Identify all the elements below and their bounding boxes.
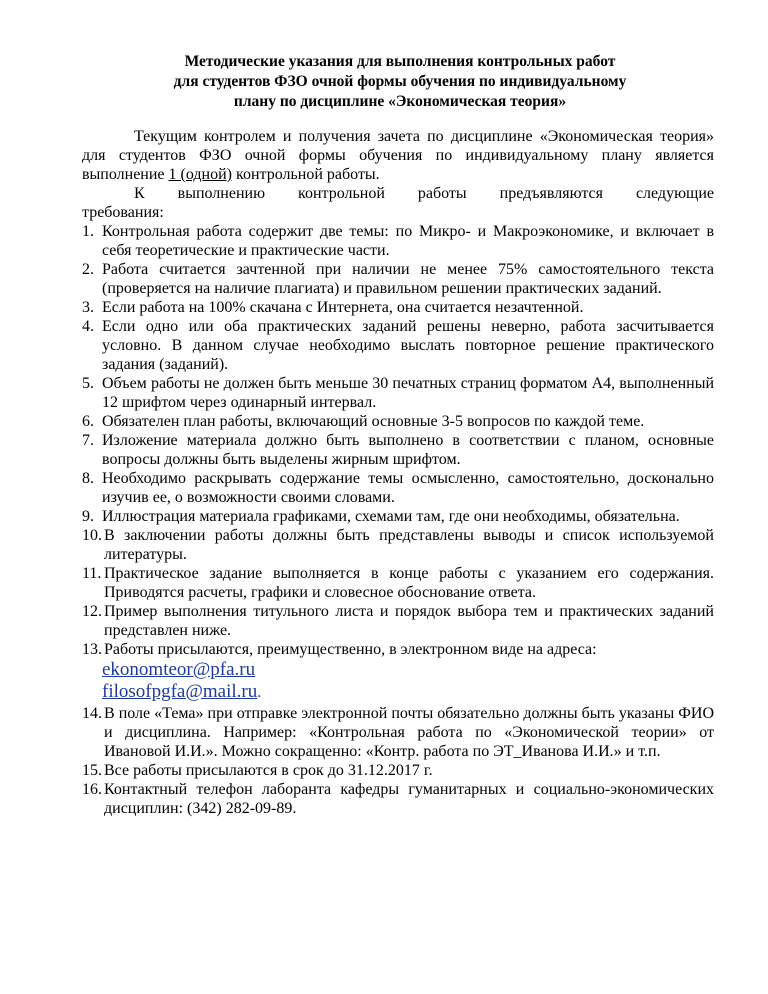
list-item-number: 1.	[82, 223, 94, 240]
list-item-text: Объем работы не должен быть меньше 30 печатных страниц форматом А4, выполненный 12 шрифтом через одинарный интервал.	[102, 375, 714, 411]
intro-text-before: Текущим контролем и получения зачета по дисциплине «Экономическая теория» для студентов ФЗО очной формы обучения по индивидуальному плану является выполнение	[82, 128, 714, 183]
list-item-text: Работа считается зачтенной при наличии не менее 75% самостоятельного текста (проверяется на наличие плагиата) и правильном решении практических заданий.	[102, 261, 714, 297]
email-line-2	[102, 681, 714, 704]
requirements-list-continued	[82, 704, 714, 818]
email-link-filosofpgfa[interactable]: filosofpgfa@mail.ru	[102, 681, 258, 702]
intro-text-after: контрольной работы.	[232, 166, 380, 183]
list-item	[82, 640, 714, 659]
list-item-text: Работы присылаются, преимущественно, в электронном виде на адреса:	[104, 641, 597, 658]
list-item-number: 2.	[82, 261, 94, 278]
intro-underlined-count: 1 (одной)	[168, 166, 232, 183]
list-item	[82, 222, 714, 260]
list-item-text: В поле «Тема» при отправке электронной почты обязательно должны быть указаны ФИО и дисциплина. Например: «Контрольная работа по «Экономической теории» от Ивановой И.И.». Можно сокращенно: «Контр. работа по ЭТ_Иванова И.И.» и т.п.	[104, 705, 714, 760]
list-item-number: 15.	[82, 762, 102, 779]
intro-paragraph	[82, 127, 714, 184]
list-item-number: 14.	[82, 705, 102, 722]
list-item	[82, 260, 714, 298]
list-item-number: 10.	[82, 527, 102, 544]
list-item	[82, 507, 714, 526]
list-item	[82, 526, 714, 564]
list-item-number: 16.	[82, 781, 102, 798]
list-item-text: Практическое задание выполняется в конце работы с указанием его содержания. Приводятся расчеты, графики и словесное обоснование ответа.	[104, 565, 714, 601]
requirements-intro-tail: требования:	[82, 204, 164, 221]
list-item-text: Изложение материала должно быть выполнено в соответствии с планом, основные вопросы должны быть выделены жирным шрифтом.	[102, 432, 714, 468]
list-item-number: 8.	[82, 470, 94, 487]
list-item	[82, 761, 714, 780]
list-item	[82, 704, 714, 761]
list-item	[82, 298, 714, 317]
title-line-1: Методические указания для выполнения контрольных работ	[184, 53, 616, 70]
list-item	[82, 412, 714, 431]
email-suffix: .	[257, 684, 262, 701]
email-addresses	[82, 659, 714, 704]
email-link-ekonomteor[interactable]: ekonomteor@pfa.ru	[102, 659, 256, 680]
list-item-text: Необходимо раскрывать содержание темы осмысленно, самостоятельно, досконально изучив ее, о возможности своими словами.	[102, 470, 714, 506]
list-item-text: Иллюстрация материала графиками, схемами там, где они необходимы, обязательна.	[102, 508, 680, 525]
requirements-list	[82, 222, 714, 659]
list-item-text: Обязателен план работы, включающий основные 3-5 вопросов по каждой теме.	[102, 413, 645, 430]
list-item-number: 7.	[82, 432, 94, 449]
requirements-intro: К выполнению контрольной работы предъявляются следующие	[134, 185, 714, 202]
list-item-number: 9.	[82, 508, 94, 525]
list-item-number: 4.	[82, 318, 94, 335]
list-item	[82, 469, 714, 507]
list-item-number: 5.	[82, 375, 94, 392]
document-title	[100, 52, 700, 112]
list-item-number: 3.	[82, 299, 94, 316]
list-item-number: 6.	[82, 413, 94, 430]
list-item-text: Контрольная работа содержит две темы: по Микро- и Макроэкономике, и включает в себя теоретические и практические части.	[102, 223, 714, 259]
list-item-text: Все работы присылаются в срок до 31.12.2017 г.	[104, 762, 433, 779]
list-item	[82, 602, 714, 640]
list-item	[82, 564, 714, 602]
list-item	[82, 374, 714, 412]
list-item-text: Если одно или оба практических заданий решены неверно, работа засчитывается условно. В данном случае необходимо выслать повторное решение практического задания (заданий).	[102, 318, 714, 373]
list-item-text: Контактный телефон лаборанта кафедры гуманитарных и социально-экономических дисциплин: (342) 282-09-89.	[104, 781, 714, 817]
list-item-text: Пример выполнения титульного листа и порядок выбора тем и практических заданий представлен ниже.	[104, 603, 714, 639]
list-item-text: В заключении работы должны быть представлены выводы и список используемой литературы.	[104, 527, 714, 563]
title-line-2: для студентов ФЗО очной формы обучения по индивидуальному	[173, 73, 627, 90]
title-line-3: плану по дисциплине «Экономическая теория»	[233, 93, 567, 110]
list-item-number: 11.	[82, 565, 102, 582]
list-item	[82, 317, 714, 374]
document-body	[82, 127, 714, 818]
list-item	[82, 780, 714, 818]
list-item-number: 12.	[82, 603, 102, 620]
list-item	[82, 431, 714, 469]
list-item-number: 13.	[82, 641, 102, 658]
list-item-text: Если работа на 100% скачана с Интернета, она считается незачтенной.	[102, 299, 584, 316]
